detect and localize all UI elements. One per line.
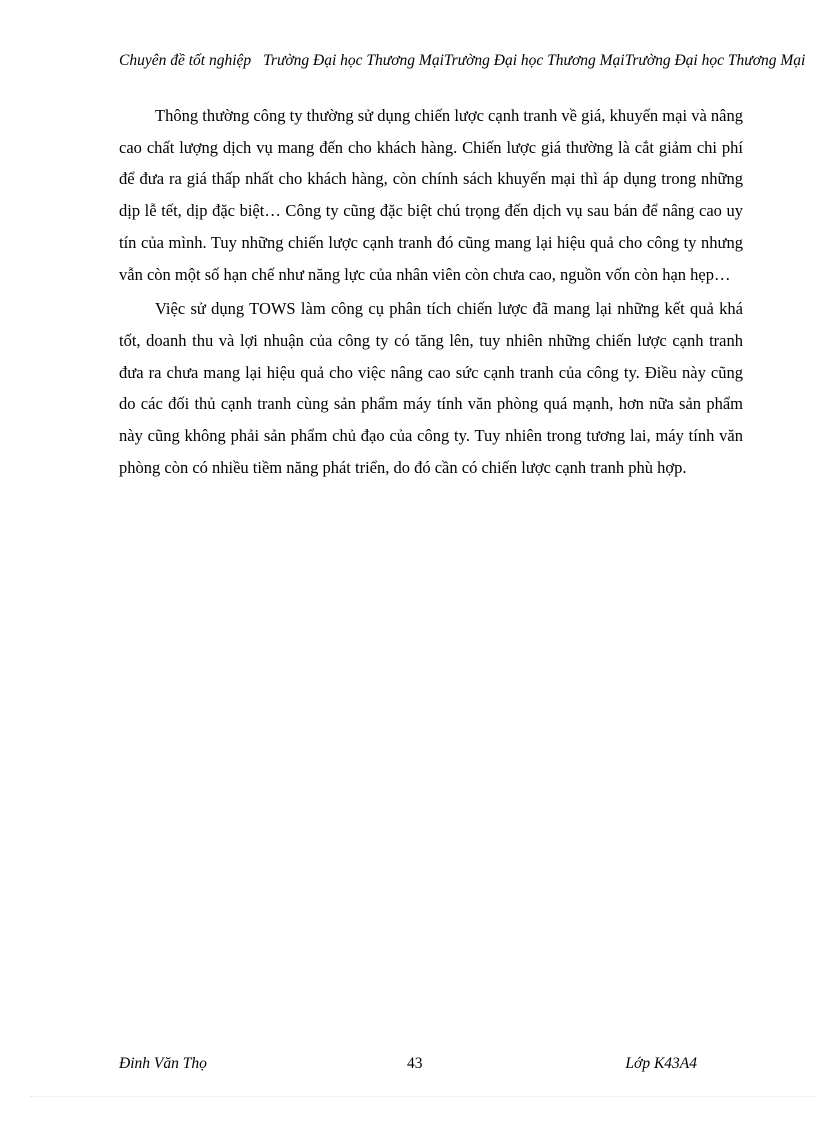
footer-page-number: 43 bbox=[407, 1055, 423, 1072]
footer-author: Đinh Văn Thọ bbox=[119, 1055, 207, 1072]
page-footer bbox=[119, 1052, 697, 1076]
header-subject: Chuyên đề tốt nghiệp bbox=[119, 52, 252, 69]
header-school: Trường Đại học Thương MạiTrường Đại học Thương MạiTrường Đại học Thương Mại bbox=[263, 52, 806, 69]
document-body bbox=[119, 100, 743, 483]
body-paragraph-1: Thông thường công ty thường sử dụng chiến lược cạnh tranh về giá, khuyến mại và nâng cao chất lượng dịch vụ mang đến cho khách hàng. Chiến lược giá thường là cắt giảm chi phí để đưa ra giá thấp nhất cho khách hàng, còn chính sách khuyến mại thì áp dụng trong những dịp lễ tết, dịp đặc biệt… Công ty cũng đặc biệt chú trọng đến dịch vụ sau bán để nâng cao uy tín của mình. Tuy những chiến lược cạnh tranh đó cũng mang lại hiệu quả cho công ty nhưng vẫn còn một số hạn chế như năng lực của nhân viên còn chưa cao, nguồn vốn còn hạn hẹp… bbox=[119, 106, 743, 284]
header-divider bbox=[119, 76, 816, 77]
page-header bbox=[119, 50, 816, 72]
footer-class: Lớp K43A4 bbox=[625, 1055, 697, 1072]
body-paragraph-2: Việc sử dụng TOWS làm công cụ phân tích chiến lược đã mang lại những kết quả khá tốt, doanh thu và lợi nhuận của công ty có tăng lên, tuy nhiên những chiến lược cạnh tranh đưa ra chưa mang lại hiệu quả cho việc nâng cao sức cạnh tranh của công ty. Điều này cũng do các đối thủ cạnh tranh cùng sản phẩm máy tính văn phòng quá mạnh, hơn nữa sản phẩm này cũng không phải sản phẩm chủ đạo của công ty. Tuy nhiên trong tương lai, máy tính văn phòng còn có nhiều tiềm năng phát triển, do đó cần có chiến lược cạnh tranh phù hợp. bbox=[119, 299, 743, 477]
page-bottom-divider bbox=[30, 1096, 816, 1097]
